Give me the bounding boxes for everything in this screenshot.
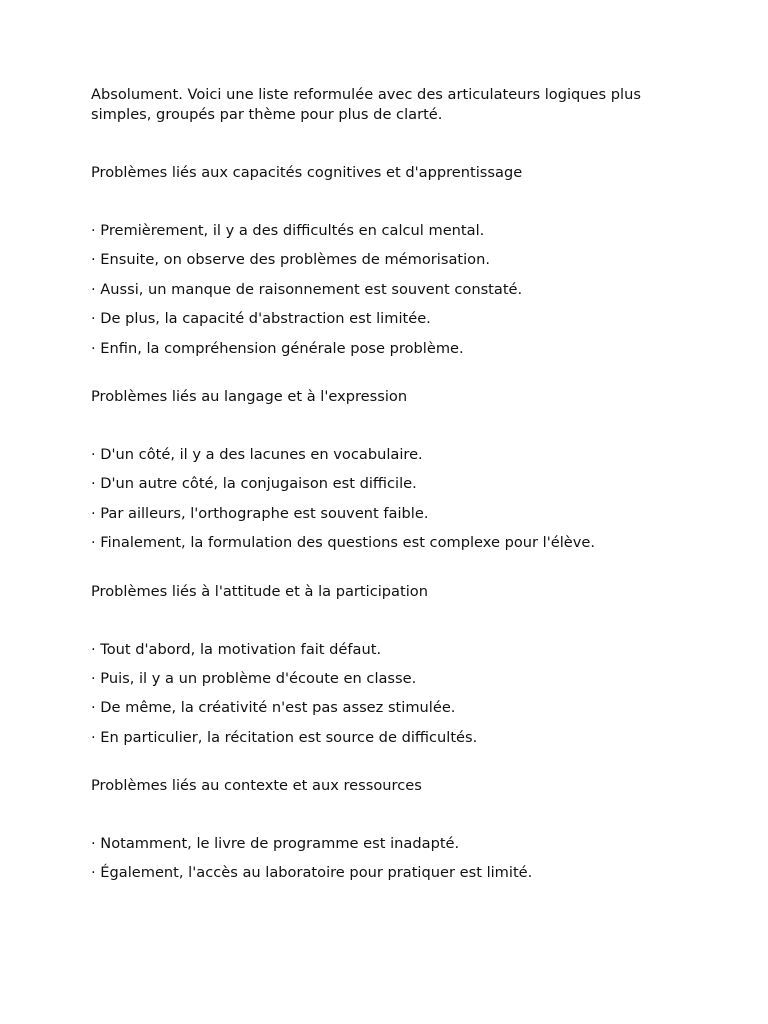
list-item: · Aussi, un manque de raisonnement est souvent constaté.	[91, 280, 523, 298]
section-title-attitude: Problèmes liés à l'attitude et à la participation	[91, 582, 428, 600]
list-item: · Par ailleurs, l'orthographe est souvent faible.	[91, 504, 429, 522]
section-title-context: Problèmes liés au contexte et aux ressources	[91, 777, 422, 795]
list-cognitive	[91, 221, 691, 368]
list-item: · D'un autre côté, la conjugaison est difficile.	[91, 475, 417, 493]
section-title-language: Problèmes liés au langage et à l'expression	[91, 387, 408, 405]
list-item: · De plus, la capacité d'abstraction est limitée.	[91, 310, 431, 328]
list-item: · Enfin, la compréhension générale pose problème.	[91, 339, 464, 357]
list-attitude	[91, 640, 691, 758]
list-item: · En particulier, la récitation est source de difficultés.	[91, 728, 478, 746]
list-item: · D'un côté, il y a des lacunes en vocabulaire.	[91, 445, 423, 463]
list-item: · Également, l'accès au laboratoire pour pratiquer est limité.	[91, 864, 533, 882]
list-language	[91, 445, 691, 563]
list-item: · Premièrement, il y a des difficultés en calcul mental.	[91, 222, 485, 239]
document-page	[91, 85, 691, 893]
list-item: · Notamment, le livre de programme est inadapté.	[91, 835, 460, 853]
list-item: · Puis, il y a un problème d'écoute en classe.	[91, 669, 417, 687]
list-item: · De même, la créativité n'est pas assez stimulée.	[91, 699, 456, 717]
list-item: · Tout d'abord, la motivation fait défaut.	[91, 640, 382, 658]
list-context	[91, 834, 691, 893]
section-title-cognitive: Problèmes liés aux capacités cognitives et d'apprentissage	[91, 164, 523, 181]
intro-paragraph: Absolument. Voici une liste reformulée avec des articulateurs logiques plus simples, groupés par thème pour plus de clarté.	[91, 86, 641, 123]
list-item: · Finalement, la formulation des questions est complexe pour l'élève.	[91, 534, 595, 552]
list-item: · Ensuite, on observe des problèmes de mémorisation.	[91, 251, 490, 269]
